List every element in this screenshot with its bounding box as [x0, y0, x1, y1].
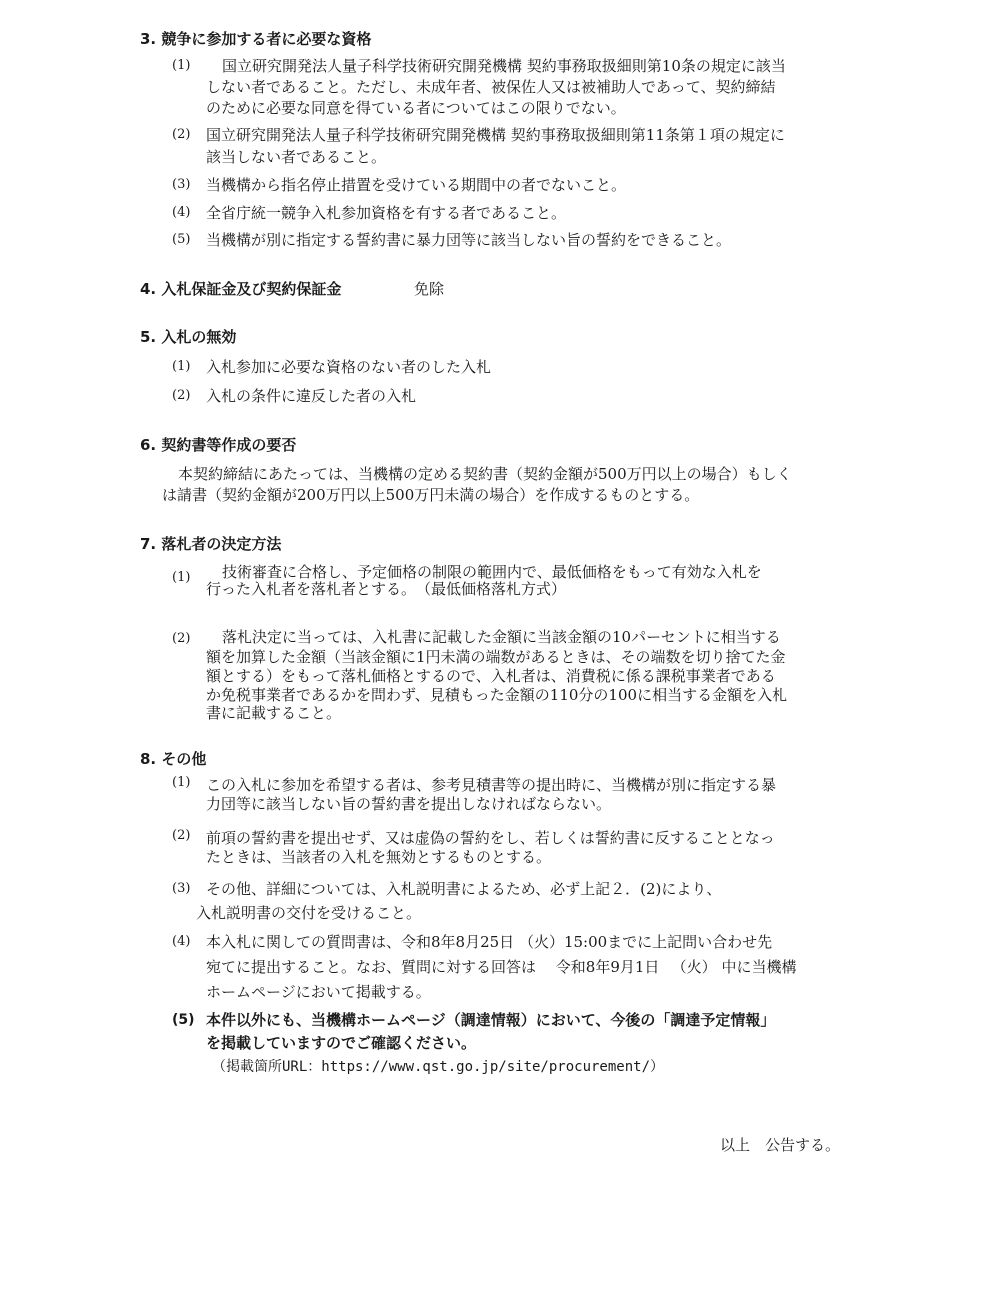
s8-item-2-line-1: 前項の誓約書を提出せず、又は虚偽の誓約をし、若しくは誓約書に反することとなっ — [206, 829, 775, 847]
section-8-heading: 8. その他 — [140, 750, 207, 768]
s3-item-1-line-3: のために必要な同意を得ている者についてはこの限りでない。 — [206, 99, 626, 117]
s8-item-2-line-2: たときは、当該者の入札を無効とするものとする。 — [206, 848, 552, 866]
section-7-heading: 7. 落札者の決定方法 — [140, 535, 282, 553]
s6-line-1: 本契約締結にあたっては、当機構の定める契約書（契約金額が500万円以上の場合）もしく — [178, 465, 792, 483]
s3-item-1-num: (1) — [172, 58, 191, 73]
s5-item-1-line-1: 入札参加に必要な資格のない者のした入札 — [206, 358, 492, 376]
s8-item-1-line-1: この入札に参加を希望する者は、参考見積書等の提出時に、当機構が別に指定する暴 — [206, 776, 777, 794]
s5-item-1-num: (1) — [172, 359, 191, 374]
section-6-heading: 6. 契約書等作成の要否 — [140, 436, 297, 454]
s3-item-2-line-2: 該当しない者であること。 — [206, 148, 387, 166]
s3-item-5-num: (5) — [172, 232, 191, 247]
s6-line-2: は請書（契約金額が200万円以上500万円未満の場合）を作成するものとする。 — [162, 486, 700, 504]
closing-text: 以上 公告する。 — [720, 1136, 841, 1154]
s7-item-1-line-1: 技術審査に合格し、予定価格の制限の範囲内で、最低価格をもって有効な入札を — [222, 563, 762, 581]
s3-item-2-line-1: 国立研究開発法人量子科学技術研究開発機構 契約事務取扱細則第11条第１項の規定に — [206, 126, 785, 144]
s7-item-2-line-5: 書に記載すること。 — [206, 704, 342, 722]
s4-value: 免除 — [414, 280, 445, 298]
s8-item-2-num: (2) — [172, 828, 191, 843]
s7-item-2-line-2: 額を加算した金額（当該金額に1円未満の端数があるときは、その端数を切り捨てた金 — [206, 648, 786, 666]
s7-item-2-line-4: か免税事業者であるかを問わず、見積もった金額の110分の100に相当する金額を入札 — [206, 686, 788, 704]
s8-item-5-line-1: 本件以外にも、当機構ホームページ（調達情報）において、今後の「調達予定情報」 — [206, 1011, 776, 1029]
s3-item-5-line-1: 当機構が別に指定する誓約書に暴力団等に該当しない旨の誓約をできること。 — [206, 231, 732, 249]
s8-item-1-line-2: 力団等に該当しない旨の誓約書を提出しなければならない。 — [206, 795, 612, 813]
s3-item-3-num: (3) — [172, 177, 191, 192]
s3-item-2-num: (2) — [172, 127, 191, 142]
s3-item-1-line-1: 国立研究開発法人量子科学技術研究開発機構 契約事務取扱細則第10条の規定に該当 — [222, 57, 786, 75]
s8-item-3-line-2: 入札説明書の交付を受けること。 — [196, 904, 422, 922]
s3-item-1-line-2: しない者であること。ただし、未成年者、被保佐人又は被補助人であって、契約締結 — [206, 78, 776, 96]
s8-item-4-line-1: 本入札に関しての質問書は、令和8年8月25日 （火）15:00までに上記問い合わせ先 — [206, 933, 773, 951]
section-4-heading: 4. 入札保証金及び契約保証金 — [140, 280, 342, 298]
s3-item-3-line-1: 当機構から指名停止措置を受けている期間中の者でないこと。 — [206, 176, 627, 194]
s8-item-3-num: (3) — [172, 881, 191, 896]
s7-item-2-line-1: 落札決定に当っては、入札書に記載した金額に当該金額の10パーセントに相当する — [222, 628, 781, 646]
s8-item-4-num: (4) — [172, 934, 191, 949]
section-3-heading: 3. 競争に参加する者に必要な資格 — [140, 30, 372, 48]
s8-item-4-line-3: ホームページにおいて掲載する。 — [206, 983, 431, 1001]
s3-item-4-line-1: 全省庁統一競争入札参加資格を有する者であること。 — [206, 204, 567, 222]
section-5-heading: 5. 入札の無効 — [140, 328, 237, 346]
s7-item-1-line-2: 行った入札者を落札者とする。 （最低価格落札方式） — [206, 580, 567, 598]
s5-item-2-num: (2) — [172, 388, 191, 403]
s8-item-1-num: (1) — [172, 775, 191, 790]
s7-item-2-num: (2) — [172, 631, 191, 646]
s3-item-4-num: (4) — [172, 205, 191, 220]
s7-item-1-num: (1) — [172, 570, 191, 585]
s8-item-5-url-line: （掲載箇所URL：https://www.qst.go.jp/site/procurement/） — [212, 1059, 665, 1075]
s8-item-4-line-2: 宛てに提出すること。なお、質問に対する回答は 令和8年9月1日 （火） 中に当機構 — [206, 958, 797, 976]
s7-item-2-line-3: 額とする）をもって落札価格とするので、入札者は、消費税に係る課税事業者である — [206, 667, 776, 685]
s8-item-5-num: (5) — [172, 1012, 195, 1028]
s8-item-5-line-2: を掲載していますのでご確認ください。 — [206, 1034, 477, 1052]
s5-item-2-line-1: 入札の条件に違反した者の入札 — [206, 387, 417, 405]
s8-item-3-line-1: その他、詳細については、入札説明書によるため、必ず上記２．(2)により、 — [206, 880, 722, 898]
